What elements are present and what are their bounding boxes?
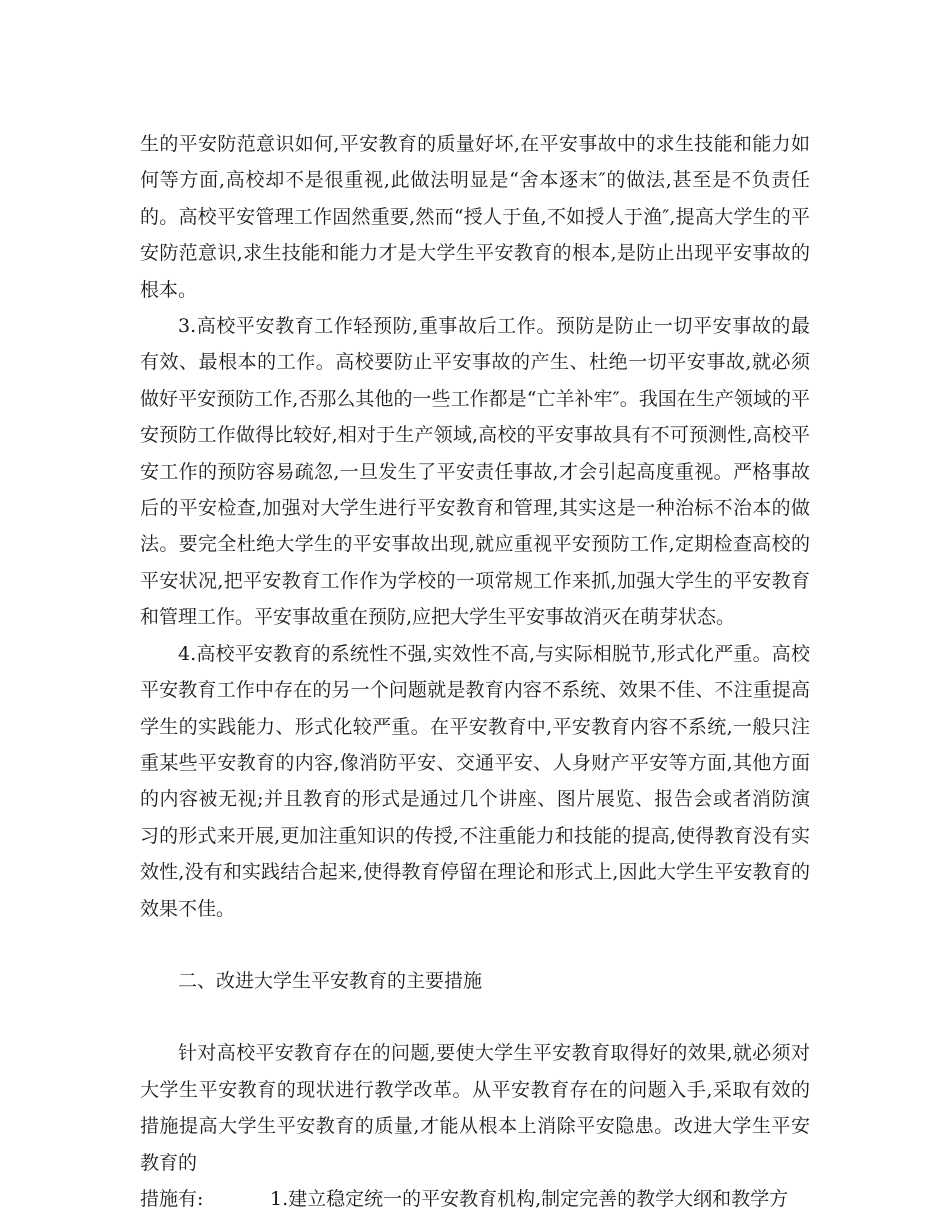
measures-label: 措施有: [140,1187,204,1210]
paragraph-item-4: 4.高校平安教育的系统性不强,实效性不高,与实际相脱节,形式化严重。高校平安教育工作中存在的另一个问题就是教育内容不系统、效果不佳、不注重提高学生的实践能力、形式化较严重。在平安教育中,平安教育内容不系统,一般只注重某些平安教育的内容,像消防平安、交通平安、人身财产平安等方面,其他方面的内容被无视;并且教育的形式是通过几个讲座、图片展览、报告会或者消防演习的形式来开展,更加注重知识的传授,不注重能力和技能的提高,使得教育没有实效性,没有和实践结合起来,使得教育停留在理论和形式上,因此大学生平安教育的效果不佳。 [140,642,810,920]
document-body [140,126,810,1217]
measures-intro-text: 针对高校平安教育存在的问题,要使大学生平安教育取得好的效果,就必须对大学生平安教育的现状进行教学改革。从平安教育存在的问题入手,采取有效的措施提高大学生平安教育的质量,才能从根本上消除平安隐患。改进大学生平安教育的 [140,1042,810,1174]
paragraph-continuation: 生的平安防范意识如何,平安教育的质量好坏,在平安事故中的求生技能和能力如何等方面,高校却不是很重视,此做法明显是“舍本逐末″的做法,甚至是不负责任的。高校平安管理工作固然重要,然而“授人于鱼,不如授人于渔″,提高大学生的平安防范意识,求生技能和能力才是大学生平安教育的根本,是防止出现平安事故的根本。 [140,133,810,301]
paragraph-measures-line [140,1181,810,1217]
paragraph-measures-intro [140,1035,810,1181]
measure-item-1: 1.建立稳定统一的平安教育机构,制定完善的教学大纲和教学方 [270,1187,789,1210]
section-heading: 二、改进大学生平安教育的主要措施 [178,969,483,992]
paragraph-item-3: 3.高校平安教育工作轻预防,重事故后工作。预防是防止一切平安事故的最有效、最根本的工作。高校要防止平安事故的产生、杜绝一切平安事故,就必须做好平安预防工作,否那么其他的一些工作都是“亡羊补牢″。我国在生产领域的平安预防工作做得比较好,相对于生产领域,高校的平安事故具有不可预测性,高校平安工作的预防容易疏忽,一旦发生了平安责任事故,才会引起高度重视。严格事故后的平安检查,加强对大学生进行平安教育和管理,其实这是一种治标不治本的做法。要完全杜绝大学生的平安事故出现,就应重视平安预防工作,定期检查高校的平安状况,把平安教育工作作为学校的一项常规工作来抓,加强大学生的平安教育和管理工作。平安事故重在预防,应把大学生平安事故消灭在萌芽状态。 [140,315,810,629]
